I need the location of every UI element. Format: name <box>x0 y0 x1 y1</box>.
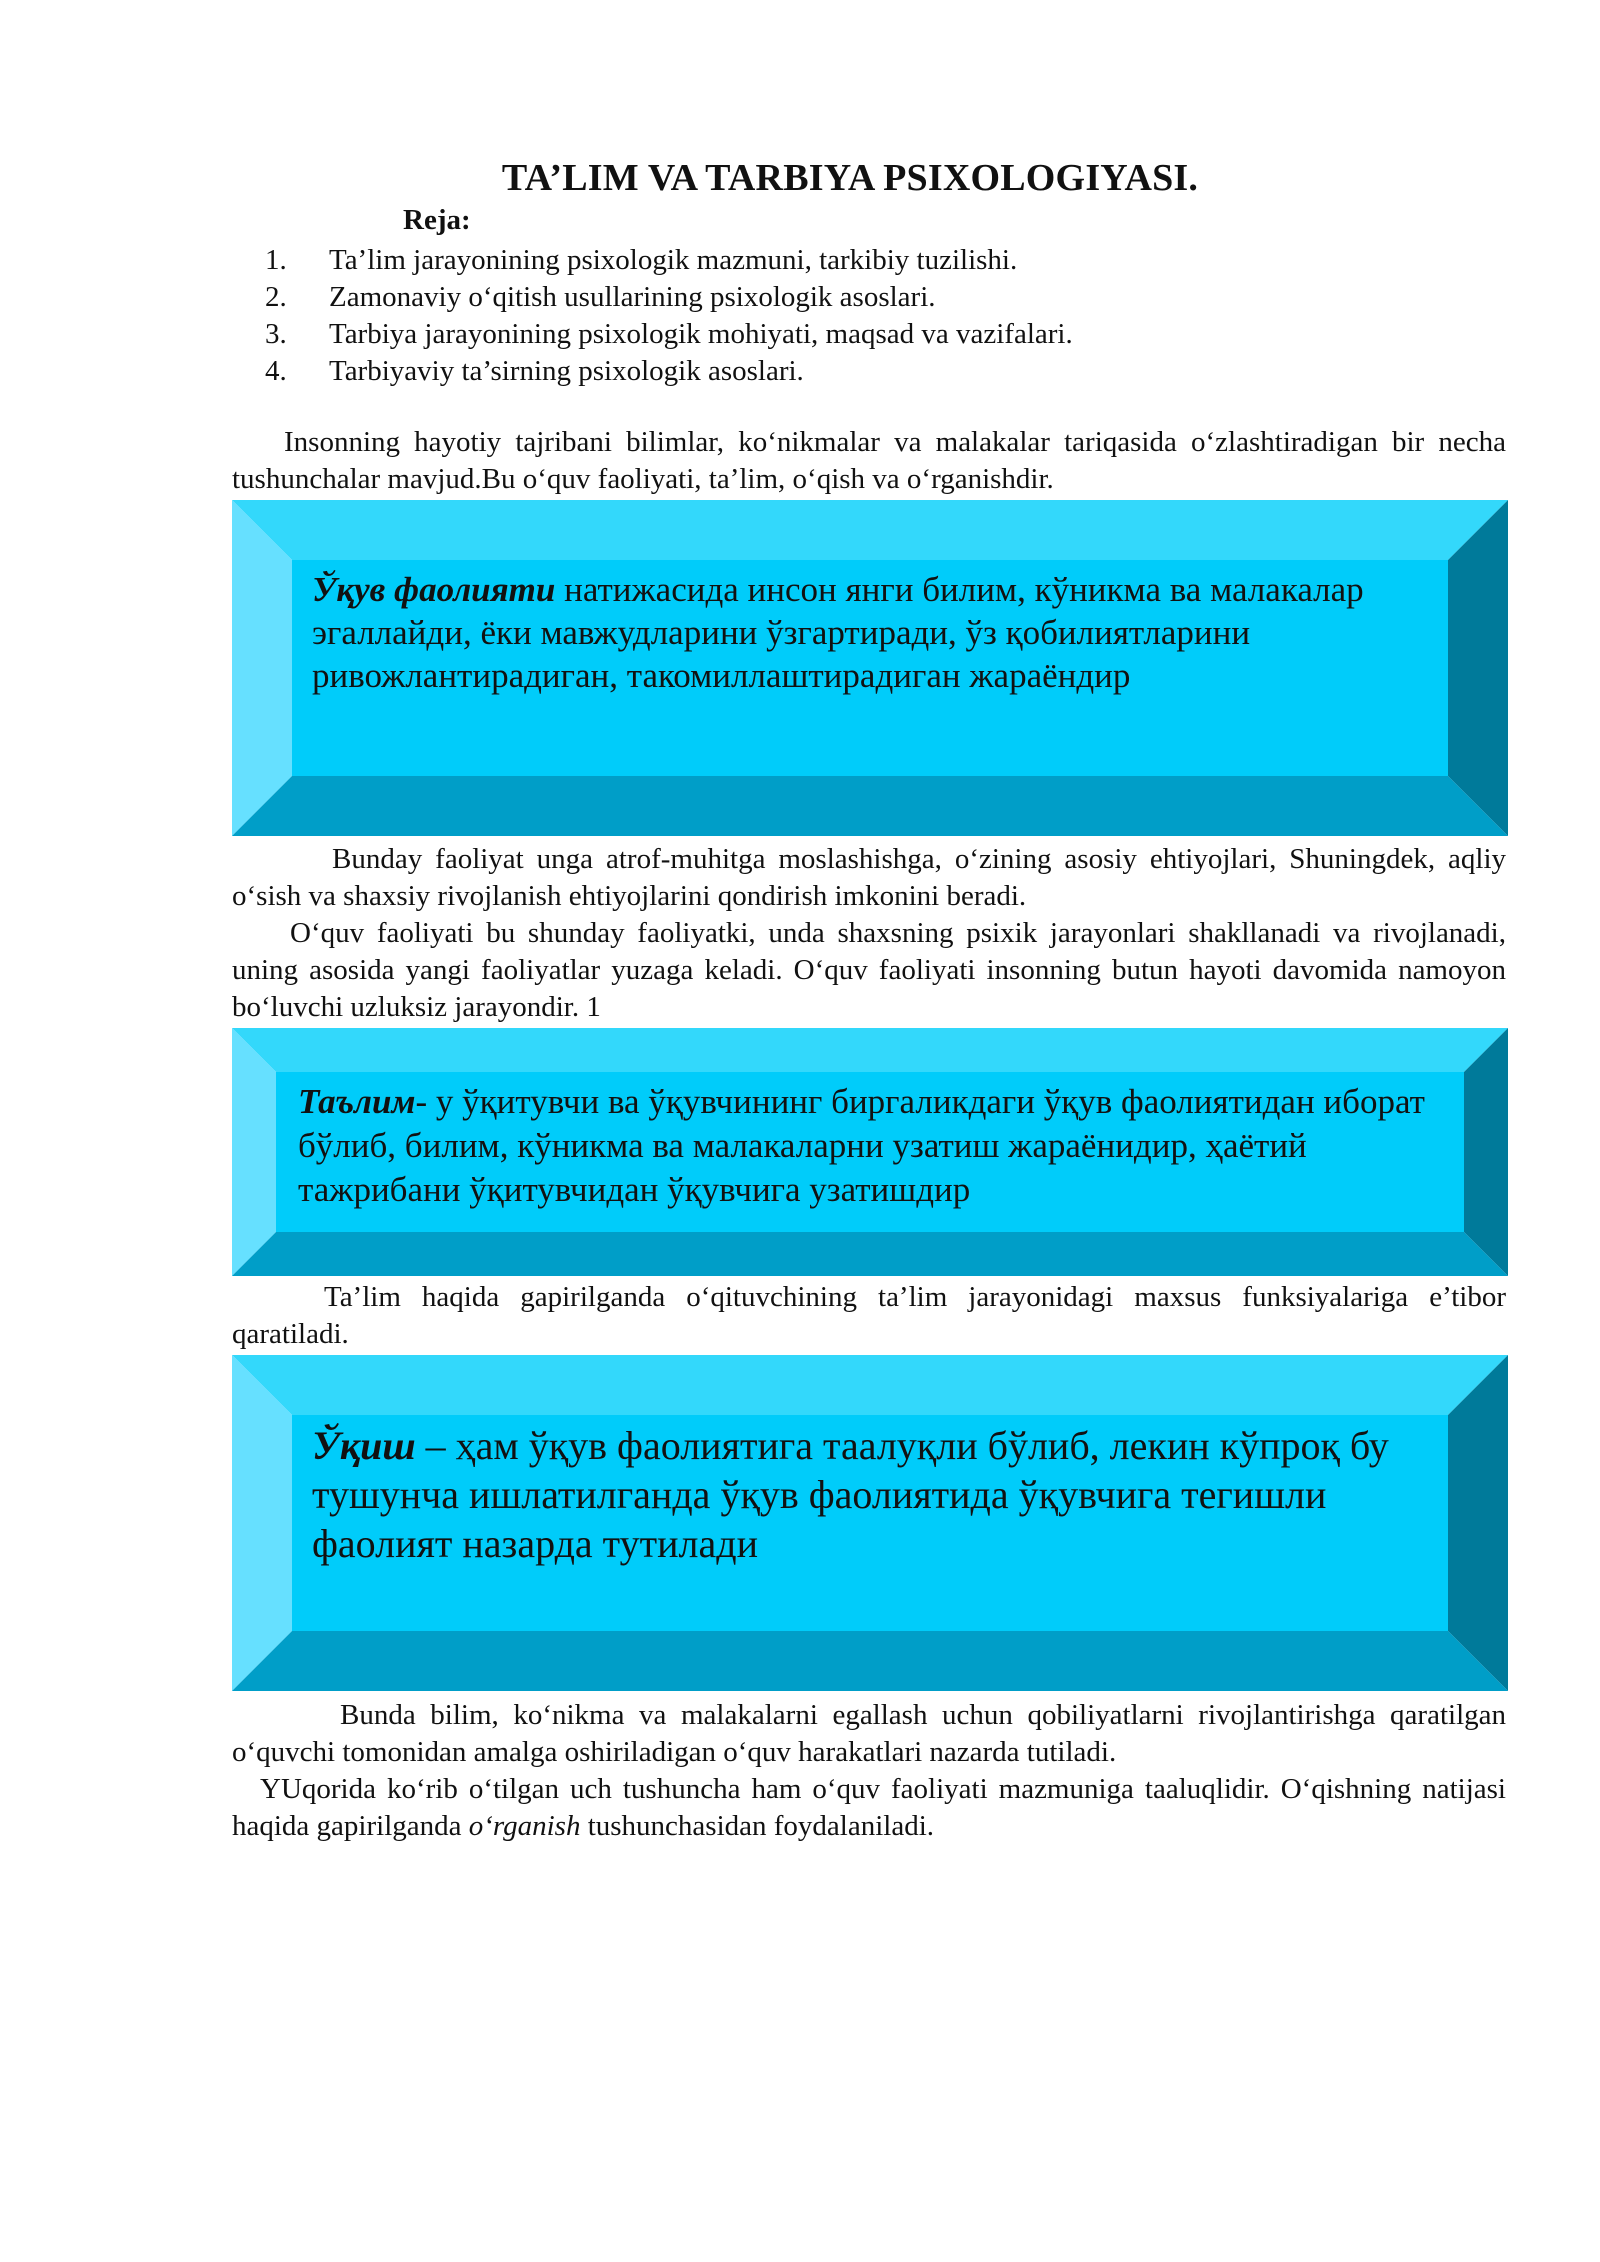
paragraph-education <box>232 1279 1506 1353</box>
plan-list <box>265 242 1073 390</box>
intro-paragraph <box>232 424 1506 498</box>
definition-box-reading <box>232 1355 1508 1691</box>
plan-item-number: 2. <box>265 281 287 313</box>
plan-item-text: Tarbiya jarayonining psixologik mohiyati, maqsad va vazifalari. <box>329 318 1073 350</box>
paragraph-text: Bunday faoliyat unga atrof-muhitga moslashishga, o‘zining asosiy ehtiyojlari, Shuningdek, aqliy o‘sish va shaxsiy rivojlanish ehtiyojlarini qondirish imkonini beradi. <box>232 843 1506 912</box>
definition-box-education <box>232 1028 1508 1276</box>
definition-term: Ўқув фаолияти <box>312 570 556 609</box>
bevel-top <box>232 500 1508 560</box>
page-title: TA’LIM VA TARBIYA PSIXOLOGIYASI. <box>501 157 1199 199</box>
plan-item <box>265 316 1073 353</box>
paragraph-text: Bunda bilim, ko‘nikma va malakalarni egallash uchun qobiliyatlarni rivojlantirishga qaratilgan o‘quvchi tomonidan amalga oshiriladigan o‘quv harakatlari nazarda tutiladi. <box>232 1699 1506 1768</box>
definition-term: Таълим <box>298 1082 416 1121</box>
definition-term: Ўқиш <box>312 1423 416 1468</box>
paragraph-text: O‘quv faoliyati bu shunday faoliyatki, unda shaxsning psixik jarayonlari shakllanadi va rivojlanadi, uning asosida yangi faoliyatlar yuzaga keladi. O‘quv faoliyati insonning butun hayoti davomida namoyon bo‘luvchi uzluksiz jarayondir. 1 <box>232 917 1506 1023</box>
definition-text <box>312 568 1432 697</box>
plan-item <box>265 242 1073 279</box>
paragraph-reading <box>232 1697 1506 1845</box>
intro-text: Insonning hayotiy tajribani bilimlar, ko‘nikmalar va malakalar tariqasida o‘zlashtiradigan bir necha tushunchalar mavjud.Bu o‘quv faoliyati, ta’lim, o‘qish va o‘rganishdir. <box>232 426 1506 495</box>
paragraph-text: Ta’lim haqida gapirilganda o‘qituvchining ta’lim jarayonidagi maxsus funksiyalariga e’tibor qaratiladi. <box>232 1281 1506 1350</box>
plan-item-text: Zamonaviy o‘qitish usullarining psixologik asoslari. <box>329 281 936 313</box>
plan-item-text: Tarbiyaviy ta’sirning psixologik asoslari. <box>329 355 804 387</box>
bevel-bottom <box>232 1631 1508 1691</box>
bevel-bottom <box>232 776 1508 836</box>
definition-box-learning-activity <box>232 500 1508 836</box>
definition-text <box>312 1421 1442 1568</box>
plan-item-number: 4. <box>265 355 287 387</box>
paragraph-text-start: YUqorida ko‘rib o‘tilgan uch tushuncha ham o‘quv faoliyati mazmuniga taaluqlidir. O‘qishning natijasi haqida gapirilganda <box>232 1773 1506 1842</box>
paragraph-text <box>232 1771 1506 1845</box>
plan-item-text: Ta’lim jarayonining psixologik mazmuni, tarkibiy tuzilishi. <box>329 244 1018 276</box>
definition-body: натижасида инсон янги билим, кўникма ва малакалар эгаллайди, ёки мавжудларини ўзгартиради, ўз қобилиятларини ривожлантирадиган, такомиллаштирадиган жараёндир <box>312 570 1364 695</box>
plan-item <box>265 279 1073 316</box>
definition-body: - у ўқитувчи ва ўқувчининг биргаликдаги ўқув фаолиятидан иборат бўлиб, билим, кўникма ва малакаларни узатиш жараёнидир, ҳаётий тажрибани ўқитувчидан ўқувчига узатишдир <box>298 1082 1425 1209</box>
plan-item-number: 1. <box>265 244 287 276</box>
definition-text <box>298 1080 1448 1212</box>
paragraph-text-end: tushunchasidan foydalaniladi. <box>580 1810 935 1842</box>
bevel-top <box>232 1028 1508 1072</box>
definition-body: – ҳам ўқув фаолиятига таалуқли бўлиб, лекин кўпроқ бу тушунча ишлатилганда ўқув фаолиятида ўқувчига тегишли фаолият назарда тутилади <box>312 1423 1389 1566</box>
plan-item-number: 3. <box>265 318 287 350</box>
bevel-top <box>232 1355 1508 1415</box>
italic-term: o‘rganish <box>468 1810 581 1842</box>
paragraph-activity <box>232 841 1506 1026</box>
plan-heading: Reja: <box>403 204 471 236</box>
bevel-bottom <box>232 1232 1508 1276</box>
plan-item <box>265 353 1073 390</box>
